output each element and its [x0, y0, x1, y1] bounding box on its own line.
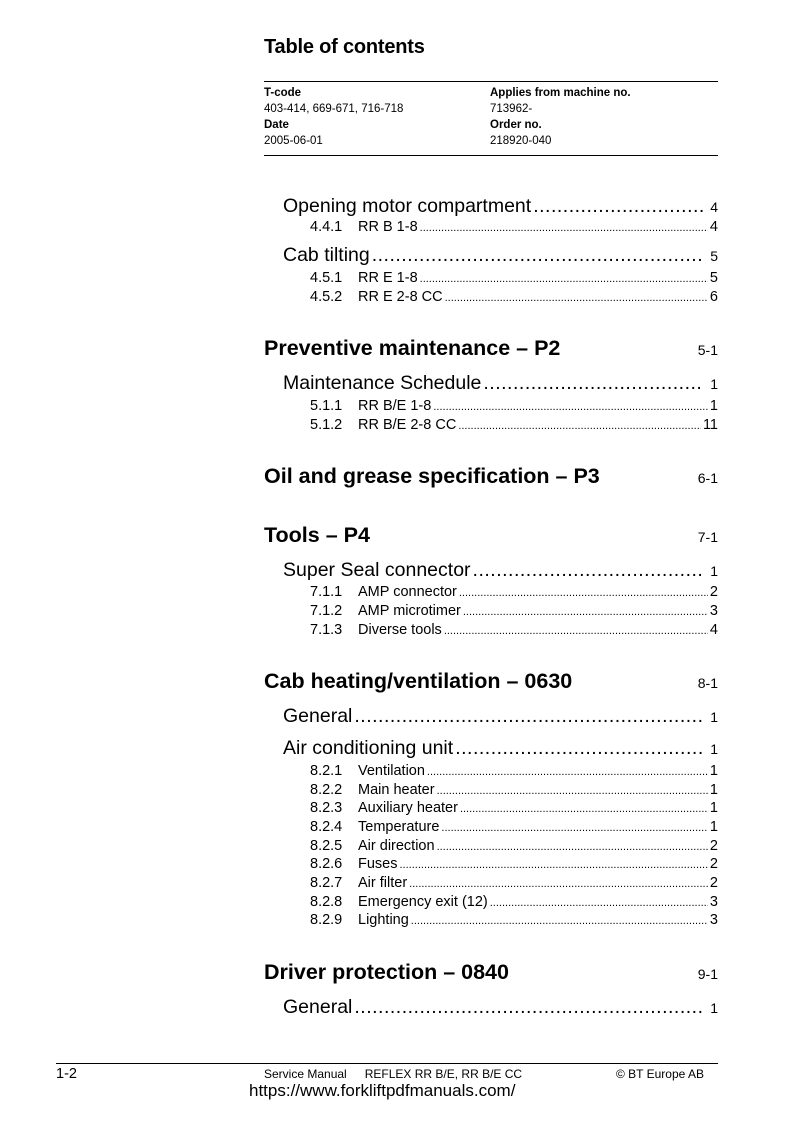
machine-value: 713962- — [490, 103, 533, 115]
toc-page-number: 4 — [710, 199, 718, 215]
toc-page-number: 6-1 — [697, 470, 718, 486]
toc-subsection[interactable] — [310, 782, 718, 798]
order-label: Order no. — [490, 119, 542, 131]
dot-leader — [490, 894, 708, 910]
toc-section[interactable] — [283, 559, 718, 582]
toc-number: 7.1.2 — [310, 603, 343, 619]
toc-page-number: 2 — [709, 856, 718, 872]
tcode-label: T-code — [264, 87, 302, 99]
toc-title: Lighting — [358, 912, 409, 928]
toc-page-number: 3 — [709, 894, 718, 910]
toc-page-number: 2 — [709, 875, 718, 891]
dot-leader — [437, 782, 708, 798]
toc-number: 4.5.1 — [310, 270, 343, 286]
toc-subsection[interactable] — [310, 270, 718, 286]
toc-page-number: 5 — [709, 270, 718, 286]
toc-page-number: 1 — [709, 782, 718, 798]
toc-number: 8.2.4 — [310, 819, 343, 835]
toc-title: Emergency exit (12) — [358, 894, 488, 910]
toc-page-number: 1 — [710, 376, 718, 392]
toc-page-number: 5-1 — [697, 342, 718, 358]
toc-subsection[interactable] — [310, 838, 718, 854]
toc-number: 8.2.7 — [310, 875, 343, 891]
toc-title: Diverse tools — [358, 622, 442, 638]
dot-leader — [354, 705, 704, 728]
dot-leader — [420, 219, 708, 235]
toc-subsection[interactable] — [310, 875, 718, 891]
toc-chapter[interactable] — [264, 336, 718, 361]
dot-leader — [427, 763, 708, 779]
info-left-column — [264, 85, 403, 149]
machine-label: Applies from machine no. — [490, 87, 631, 99]
toc-title: Temperature — [358, 819, 440, 835]
toc-page-number: 7-1 — [697, 529, 718, 545]
toc-section[interactable] — [283, 372, 718, 395]
toc-section[interactable] — [283, 737, 718, 760]
dot-leader — [400, 856, 708, 872]
toc-number: 5.1.2 — [310, 417, 343, 433]
toc-number: 8.2.5 — [310, 838, 343, 854]
toc-page-number: 2 — [709, 838, 718, 854]
info-right-column — [490, 85, 631, 149]
toc-title: Air filter — [358, 875, 408, 891]
toc-subsection[interactable] — [310, 417, 718, 433]
toc-title: Maintenance Schedule — [283, 372, 482, 394]
dot-leader — [441, 819, 708, 835]
toc-chapter[interactable] — [264, 464, 718, 489]
footer-copyright: © BT Europe AB — [616, 1067, 705, 1081]
dot-leader — [473, 559, 704, 582]
toc-title: Super Seal connector — [283, 559, 471, 581]
toc-title: AMP microtimer — [358, 603, 461, 619]
toc-page-number: 6 — [709, 289, 718, 305]
footer-model: REFLEX RR B/E, RR B/E CC — [364, 1067, 523, 1081]
date-value: 2005-06-01 — [264, 135, 323, 147]
toc-subsection[interactable] — [310, 584, 718, 600]
order-value: 218920-040 — [490, 135, 552, 147]
dot-leader — [455, 737, 704, 760]
toc-number: 7.1.1 — [310, 584, 343, 600]
dot-leader — [420, 270, 708, 286]
dot-leader — [372, 244, 704, 267]
toc-title: Tools – P4 — [264, 523, 370, 547]
document-info-table — [264, 81, 718, 156]
toc-page-number: 1 — [709, 398, 718, 414]
dot-leader — [459, 584, 708, 600]
toc-number: 4.5.2 — [310, 289, 343, 305]
dot-leader — [433, 398, 708, 414]
toc-number: 8.2.8 — [310, 894, 343, 910]
toc-chapter[interactable] — [264, 669, 718, 694]
toc-chapter[interactable] — [264, 523, 718, 548]
toc-page-number: 1 — [710, 563, 718, 579]
toc-title: AMP connector — [358, 584, 457, 600]
toc-page-number: 4 — [709, 219, 718, 235]
toc-section[interactable] — [283, 244, 718, 267]
toc-title: Main heater — [358, 782, 435, 798]
toc-number: 8.2.6 — [310, 856, 343, 872]
toc-number: 8.2.2 — [310, 782, 343, 798]
toc-title: General — [283, 996, 353, 1018]
toc-subsection[interactable] — [310, 219, 718, 235]
toc-title: General — [283, 705, 353, 727]
dot-leader — [354, 996, 704, 1019]
toc-title: Ventilation — [358, 763, 425, 779]
dot-leader — [444, 622, 708, 638]
toc-page-number: 3 — [709, 912, 718, 928]
toc-number: 8.2.3 — [310, 800, 343, 816]
toc-subsection[interactable] — [310, 622, 718, 638]
dot-leader — [458, 417, 701, 433]
toc-number: 7.1.3 — [310, 622, 343, 638]
toc-title: Oil and grease specification – P3 — [264, 464, 600, 488]
toc-title: Fuses — [358, 856, 398, 872]
toc-title: Cab heating/ventilation – 0630 — [264, 669, 573, 693]
footer-manual-info — [264, 1067, 522, 1081]
toc-page-number: 11 — [702, 417, 718, 433]
toc-chapter[interactable] — [264, 960, 718, 985]
dot-leader — [445, 289, 708, 305]
toc-title: Driver protection – 0840 — [264, 960, 509, 984]
toc-subsection[interactable] — [310, 856, 718, 872]
page-title: Table of contents — [264, 36, 425, 58]
dot-leader — [463, 603, 708, 619]
toc-page-number: 1 — [709, 800, 718, 816]
toc-subsection[interactable] — [310, 763, 718, 779]
toc-page-number: 3 — [709, 603, 718, 619]
toc-subsection[interactable] — [310, 894, 718, 910]
toc-number: 8.2.9 — [310, 912, 343, 928]
toc-title: Preventive maintenance – P2 — [264, 336, 561, 360]
toc-title: Air direction — [358, 838, 435, 854]
dot-leader — [437, 838, 708, 854]
footer-manual-title: Service Manual — [264, 1067, 347, 1081]
dot-leader — [483, 372, 704, 395]
toc-title: RR B 1-8 — [358, 219, 418, 235]
toc-title: RR B/E 2-8 CC — [358, 417, 457, 433]
toc-title: Cab tilting — [283, 244, 370, 266]
toc-page-number: 1 — [710, 741, 718, 757]
dot-leader — [411, 912, 708, 928]
dot-leader — [460, 800, 708, 816]
toc-subsection[interactable] — [310, 289, 718, 305]
toc-number: 8.2.1 — [310, 763, 343, 779]
tcode-value: 403-414, 669-671, 716-718 — [264, 103, 404, 115]
toc-page-number: 1 — [709, 763, 718, 779]
toc-page-number: 4 — [709, 622, 718, 638]
toc-page-number: 2 — [709, 584, 718, 600]
toc-subsection[interactable] — [310, 912, 718, 928]
toc-section[interactable] — [283, 705, 718, 728]
footer-url-link[interactable]: https://www.forkliftpdfmanuals.com/ — [249, 1081, 516, 1100]
toc-number: 5.1.1 — [310, 398, 343, 414]
dot-leader — [533, 195, 704, 218]
toc-title: RR E 1-8 — [358, 270, 418, 286]
toc-title: Air conditioning unit — [283, 737, 454, 759]
toc-section[interactable] — [283, 996, 718, 1019]
toc-subsection[interactable] — [310, 819, 718, 835]
footer-page-number: 1-2 — [56, 1066, 77, 1082]
footer-divider — [56, 1063, 718, 1064]
toc-page-number: 1 — [710, 1000, 718, 1016]
toc-subsection[interactable] — [310, 800, 718, 816]
date-label: Date — [264, 119, 289, 131]
toc-page-number: 1 — [709, 819, 718, 835]
dot-leader — [409, 875, 708, 891]
toc-subsection[interactable] — [310, 603, 718, 619]
toc-title: RR B/E 1-8 — [358, 398, 432, 414]
toc-page-number: 8-1 — [697, 675, 718, 691]
toc-page-number: 9-1 — [697, 966, 718, 982]
toc-subsection[interactable] — [310, 398, 718, 414]
toc-page-number: 1 — [710, 709, 718, 725]
toc-page-number: 5 — [710, 248, 718, 264]
toc-title: RR E 2-8 CC — [358, 289, 443, 305]
toc-title: Auxiliary heater — [358, 800, 458, 816]
toc-section[interactable] — [283, 195, 718, 218]
toc-title: Opening motor compartment — [283, 195, 532, 217]
toc-number: 4.4.1 — [310, 219, 343, 235]
